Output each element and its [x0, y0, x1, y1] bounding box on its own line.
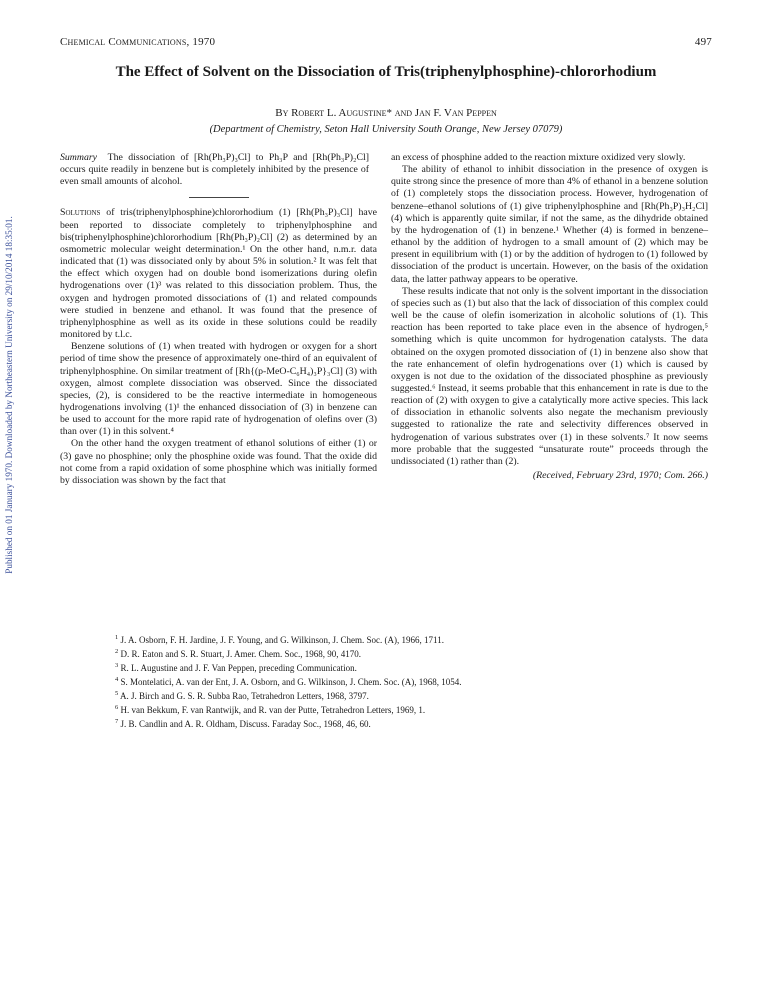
article-affiliation: (Department of Chemistry, Seton Hall University South Orange, New Jersey 07079)	[209, 124, 563, 135]
body-paragraph-2: Benzene solutions of (1) when treated with hydrogen or oxygen for a short period of time show the presence of approximately one-third of an equivalent of triphenylphosphine. On similar treatment of [Rh{(p-MeO-C₆H₄)₃P}₃Cl] (3) with oxygen, almost complete dissociation was observed. Since the dissociated species, (2), is considered to be the reactive intermediate in homogeneous hydrogenations involving (1)¹ the enhanced dissociation of (3) in benzene can be used to account for the more rapid rate of hydrogenation of olefins over (3) than over (1) in this solvent.⁴	[60, 341, 377, 438]
page-number: 497	[694, 36, 712, 48]
journal-name: Chemical Communications, 1970	[60, 36, 216, 48]
reference-item: $^6$ H. van Bekkum, F. van Rantwijk, and R. van der Putte, Tetrahedron Letters, 1969, 1.	[115, 704, 426, 715]
reference-item: $^3$ R. L. Augustine and J. F. Van Peppen, preceding Communication.	[115, 662, 357, 673]
running-header	[60, 36, 712, 50]
reference-item: $^5$ A. J. Birch and G. S. R. Subba Rao, Tetrahedron Letters, 1968, 3797.	[115, 690, 369, 701]
article-authors: By Robert L. Augustine* and Jan F. Van Peppen	[275, 107, 497, 119]
body-paragraph-3-continued: an excess of phosphine added to the reaction mixture oxidized very slowly.	[391, 152, 686, 163]
download-stamp-text: Published on 01 January 1970. Downloaded by Northeastern University on 29/10/2014 18:35:01.	[4, 216, 14, 574]
references-list	[115, 632, 715, 730]
body-paragraph-1	[60, 207, 377, 341]
summary-paragraph	[60, 152, 377, 188]
communication-number: Com. 266.)	[664, 470, 708, 482]
summary-text: The dissociation of [Rh(Ph₃P)₃Cl] to Ph₃P and [Rh(Ph₃P)₂Cl] occurs quite readily in benzene but is completely inhibited by the presence of even small amounts of alcohol.	[60, 152, 369, 188]
reference-item: $^2$ D. R. Eaton and S. R. Stuart, J. Amer. Chem. Soc., 1968, 90, 4170.	[115, 648, 361, 659]
received-note	[391, 470, 708, 482]
body-paragraph-4: The ability of ethanol to inhibit dissociation in the presence of oxygen is quite strong since the presence of more than 4% of ethanol in a benzene solution of (1) completely stops the dissociation process. However, hydrogenation of benzene–ethanol solutions of (1) give triphenylphosphine and [Rh(Ph₃P)₃H₂Cl] (4) which is apparently quite similar, if not the same, as the dihydride obtained by the hydrogenation of (1) in benzene.¹ Whether (4) is formed in benzene–ethanol by the addition of hydrogen to a small amount of (2) which may be present in equilibrium with (1) or by the addition of hydrogen to (1) followed by dissociation of the product is uncertain. However, on the basis of the oxidation data, the latter pathway appears to be operative.	[391, 164, 708, 285]
right-column	[391, 152, 708, 482]
lead-word: Solutions	[60, 207, 101, 219]
left-column	[60, 152, 377, 487]
article-title: The Effect of Solvent on the Dissociation of Tris(triphenylphosphine)-chlororhodium	[115, 64, 657, 80]
body-paragraph-5: These results indicate that not only is the solvent important in the dissociation of species such as (1) but also that the lack of dissociation of this complex could well be the cause of olefin isomerization in alcoholic solutions of (1). This reaction has been reported to take place even in the absence of hydrogen,⁵ something which is quite uncommon for hydrogenation catalysts. The data obtained on the oxygen promoted dissociation of (1) in benzene also show that the rate enhancement of olefin hydrogenations over (1) which is caused by oxygen is not due to the oxidation of the dissociated phosphine as previously suggested.⁶ Instead, it seems probable that this enhancement in rate is due to the reaction of (2) with oxygen to give a catalytically more active species. This lack of dissociation in ethanolic solvents also negate the mechanism previously suggested to rationalize the rate and selectivity differences observed in hydrogenation of various substrates over (1) in these solvents.⁷ It now seems more probable that the suggested “unsaturate route” proceeds through the undissociated (1) rather than (2).	[391, 285, 708, 467]
reference-item: $^7$ J. B. Candlin and A. R. Oldham, Discuss. Faraday Soc., 1968, 46, 60.	[115, 718, 371, 729]
body-paragraph-1-text: of tris(triphenylphosphine)chlororhodium (1) [Rh(Ph₃P)₃Cl] have been reported to dissociate completely to triphenylphosphine and bis(triphenylphosphine)chlororhodium [Rh(Ph₃P)₂Cl] (2) as determined by an osmometric molecular weight determination.¹ On the other hand, n.m.r. data indicated that (1) was dissociated only by about 5% in solution.² It was felt that the effect which oxygen had on double bond isomerizations during olefin hydrogenations over (1)³ was related to this dissociation problem. Thus, the oxygen and hydrogen promoted dissociations of (1) and related compounds were studied in benzene and ethanol. It was found that the presence of triphenylphosphine as well as its oxide in these solutions could be readily monitored by t.l.c.	[60, 207, 378, 341]
reference-item: $^4$ S. Montelatici, A. van der Ent, J. A. Osborn, and G. Wilkinson, J. Chem. Soc. (A), 1968, 1054.	[115, 676, 462, 687]
received-date: (Received, February 23rd, 1970;	[532, 470, 662, 482]
reference-item: $^1$ J. A. Osborn, F. H. Jardine, J. F. Young, and G. Wilkinson, J. Chem. Soc. (A), 1966, 1711.	[115, 634, 444, 645]
download-stamp	[2, 185, 16, 605]
summary-divider	[189, 197, 249, 198]
body-paragraph-3: On the other hand the oxygen treatment of ethanol solutions of either (1) or (3) gave no phosphine; only the phosphine oxide was found. That the oxide did not come from a rapid oxidation of some phosphine which was initially formed by dissociation was shown by the fact that	[60, 438, 377, 486]
summary-label: Summary	[60, 152, 98, 163]
